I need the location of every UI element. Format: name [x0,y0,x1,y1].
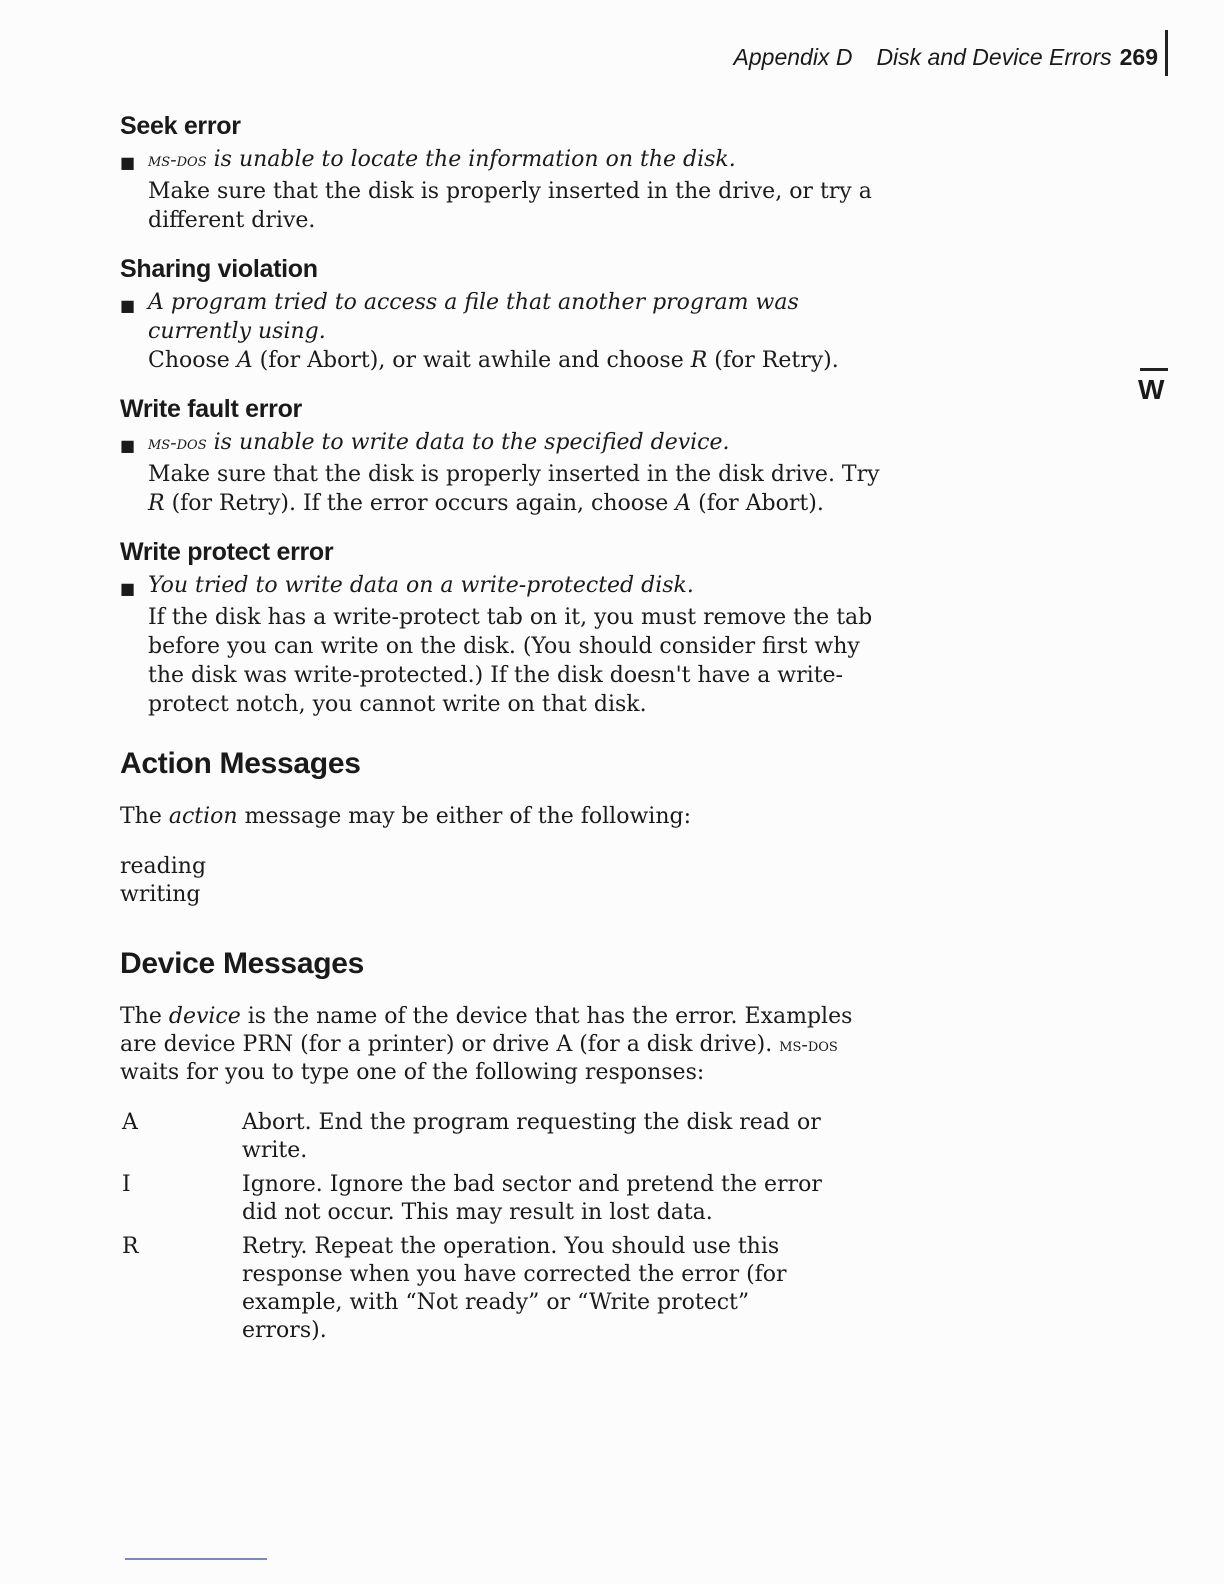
error-entry-seek [120,112,880,235]
section-intro: The device is the name of the device that has the error. Examples are device PRN (for a printer) or drive A (for a disk drive). ms-dos waits for you to type one of the following responses: [120,1004,853,1085]
error-remedy: Make sure that the disk is properly inserted in the drive, or try a different drive. [148,179,872,233]
response-desc: Abort. End the program requesting the disk read or write. [242,1110,821,1163]
response-key: R [122,1234,139,1259]
running-header [734,44,1158,71]
response-desc: Retry. Repeat the operation. You should use this response when you have corrected the error (for example, with “Not ready” or “Write protect” errors). [242,1234,787,1343]
error-cause: is unable to locate the information on the disk. [213,147,736,172]
error-remedy: If the disk has a write-protect tab on it, you must remove the tab before you can write on the disk. (You should consider first why the disk was write-protected.) If the disk doesn't have a write-protect notch, you cannot write on that disk. [148,605,873,717]
error-title: Write fault error [120,395,302,423]
response-list [120,1109,880,1345]
device-messages-section [120,947,880,1345]
action-messages-section [120,747,880,909]
bottom-rule [125,1558,267,1560]
msdos-label: ms-dos [148,149,207,171]
bullet-icon: ■ [120,153,136,172]
error-title: Seek error [120,112,241,140]
chapter-title: Disk and Device Errors [876,44,1112,70]
page-content [120,112,880,1351]
response-key: A [122,1110,138,1135]
section-heading: Action Messages [120,747,361,780]
action-item: writing [120,882,201,907]
error-title: Sharing violation [120,255,318,283]
bullet-icon: ■ [120,579,136,598]
error-remedy: Make sure that the disk is properly inserted in the disk drive. Try R (for Retry). If the error occurs again, choose A (for Abort). [148,462,880,516]
error-entry-write-fault [120,395,880,518]
response-row [120,1171,880,1227]
error-entry-sharing [120,255,880,375]
action-item: reading [120,854,207,879]
response-desc: Ignore. Ignore the bad sector and pretend the error did not occur. This may result in lost data. [242,1172,822,1225]
page-number: 269 [1119,44,1158,70]
msdos-label: ms-dos [148,432,207,454]
bullet-icon: ■ [120,436,136,455]
response-row [120,1233,880,1345]
error-cause: You tried to write data on a write-protected disk. [148,573,694,598]
thumb-tab-bar [1140,368,1168,371]
thumb-tab-letter: W [1138,374,1165,405]
header-rule [1165,30,1168,76]
appendix-label: Appendix D [733,44,853,70]
response-key: I [122,1172,131,1197]
error-title: Write protect error [120,538,334,566]
error-remedy: Choose A (for Abort), or wait awhile and choose R (for Retry). [148,348,839,373]
error-cause: is unable to write data to the specified device. [213,430,730,455]
error-cause: A program tried to access a file that another program was currently using. [148,290,799,344]
error-entry-write-protect [120,538,880,719]
section-intro: The action message may be either of the following: [120,804,691,829]
bullet-icon: ■ [120,296,136,315]
response-row [120,1109,880,1165]
section-heading: Device Messages [120,947,364,980]
